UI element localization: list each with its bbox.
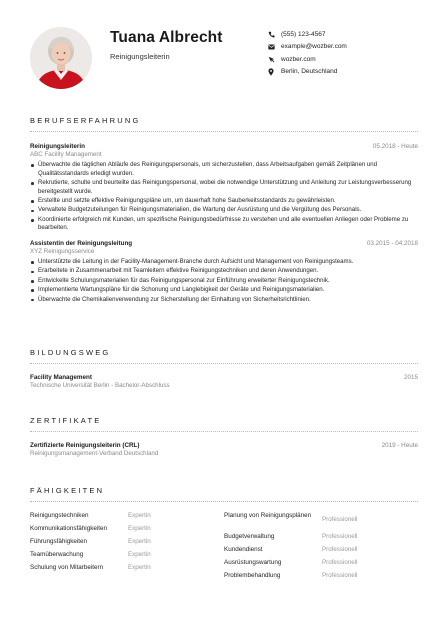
section-title: FÄHIGKEITEN <box>30 486 418 502</box>
skill-item <box>224 546 418 559</box>
phone-icon <box>268 31 280 38</box>
section-title: ZERTIFIKATE <box>30 416 418 432</box>
skill-item <box>30 512 224 525</box>
contact-location <box>268 66 428 79</box>
skills-column-left <box>30 512 224 585</box>
experience-entry <box>30 143 418 233</box>
section-title: BERUFSERFAHRUNG <box>30 116 418 132</box>
skill-level: Expertin <box>128 512 151 519</box>
skills-column-right <box>224 512 418 585</box>
entry-issuer: Reinigungsmanagement-Verband Deutschland <box>30 450 159 457</box>
education-section <box>30 348 418 389</box>
skills-grid <box>30 512 418 585</box>
list-item: Überwachte die täglichen Abläufe des Reinigungspersonals, um sicherzustellen, dass Arbeitsaufgaben gemäß Zeitplänen und Qualitätsstandards erledigt wurden. <box>30 161 418 178</box>
skill-name: Problembehandlung <box>224 572 281 579</box>
skill-item <box>30 525 224 538</box>
skill-item <box>224 533 418 546</box>
skill-level: Professionell <box>322 546 358 553</box>
skill-name: Kundendienst <box>224 546 263 553</box>
skill-item <box>224 572 418 585</box>
skill-level: Professionell <box>322 516 358 523</box>
skill-level: Professionell <box>322 559 358 566</box>
contact-phone <box>268 28 428 41</box>
website-text: wozber.com <box>281 55 316 63</box>
skill-item <box>224 559 418 572</box>
entry-role: Reinigungsleiterin <box>30 143 85 150</box>
list-item: Verwaltete Budgetzuteilungen für Reinigungsmaterialien, die Wartung der Ausrüstung und die Vergütung des Personals. <box>30 206 418 215</box>
list-item: Koordinierte erfolgreich mit Kunden, um spezifische Reinigungsbedürfnisse zu verstehen und alle eventuellen Anliegen oder Probleme zu bearbeiten. <box>30 216 418 233</box>
job-title: Reinigungsleiterin <box>110 52 170 61</box>
skill-level: Expertin <box>128 525 151 532</box>
list-item: Rekrutierte, schulte und beurteilte das Reinigungspersonal, wobei die notwendige Unterstützung und Anleitung zur Leistungsverbesserung bereitgestellt wurde. <box>30 179 418 196</box>
entry-date: 2015 <box>403 374 418 381</box>
full-name: Tuana Albrecht <box>110 29 223 46</box>
resume-header <box>30 24 426 94</box>
location-pin-icon <box>268 68 280 76</box>
email-text: example@wozber.com <box>281 43 347 51</box>
entry-company: ABC Facility Management <box>30 151 102 158</box>
entry-date: 05.2018 - Heute <box>372 143 418 150</box>
contact-list <box>268 28 428 78</box>
skill-name: Führungsfähigkeiten <box>30 538 88 545</box>
contact-website[interactable] <box>268 53 428 66</box>
entry-date: 2019 - Heute <box>381 442 418 449</box>
list-item: Implementierte Wartungspläne für die Schonung und Langlebigkeit der Geräte und Reinigungsmaterialien. <box>30 286 418 295</box>
location-text: Berlin, Deutschland <box>281 68 338 76</box>
skill-item <box>224 512 418 533</box>
skill-name: Schulung von Mitarbeitern <box>30 564 104 571</box>
skill-level: Professionell <box>322 572 358 579</box>
list-item: Unterstützte die Leitung in der Facility-Management-Branche durch Aufsicht und Management von Reinigungsteams. <box>30 258 418 267</box>
entry-company: XYZ Reinigungsservice <box>30 247 95 255</box>
skill-level: Professionell <box>322 533 358 540</box>
skill-name: Teamüberwachung <box>30 551 84 558</box>
skill-item <box>30 551 224 564</box>
entry-certificate: Zertifizierte Reinigungsleiterin (CRL) <box>30 442 140 449</box>
certificate-entry <box>30 442 418 457</box>
avatar <box>30 27 92 89</box>
skill-name: Budgetverwaltung <box>224 533 275 540</box>
skill-item <box>30 564 224 577</box>
entry-date: 03.2015 - 04.2018 <box>366 239 418 247</box>
certificates-section <box>30 416 418 457</box>
experience-section <box>30 116 418 305</box>
list-item: Erarbeitete in Zusammenarbeit mit Teamleitern effektive Reinigungstechniken und deren Anwendungen. <box>30 267 418 276</box>
contact-email[interactable] <box>268 41 428 54</box>
email-icon <box>268 44 280 50</box>
entry-institution: Technische Universität Berlin - Bachelor-Abschluss <box>30 382 170 389</box>
education-entry <box>30 374 418 389</box>
experience-entry <box>30 240 418 304</box>
link-icon <box>268 56 280 63</box>
skill-name: Planung von Reinigungsplänen <box>224 512 312 519</box>
section-title: BILDUNGSWEG <box>30 348 418 364</box>
skill-level: Expertin <box>128 551 151 558</box>
bullet-list <box>30 258 418 304</box>
skill-name: Ausrüstungswartung <box>224 559 282 566</box>
entry-degree: Facility Management <box>30 374 92 381</box>
phone-text: (555) 123-4567 <box>281 30 326 38</box>
skill-name: Kommunikationsfähigkeiten <box>30 525 108 532</box>
skill-level: Expertin <box>128 564 151 571</box>
skill-name: Reinigungstechniken <box>30 512 89 519</box>
bullet-list <box>30 161 418 233</box>
list-item: Überwachte die Chemikalienverwendung zur Sicherstellung der Einhaltung von Sicherheitsrichtlinien. <box>30 296 418 305</box>
entry-role: Assistentin der Reinigungsleitung <box>30 239 133 247</box>
list-item: Erstellte und setzte effektive Reinigungspläne um, um dauerhaft hohe Sauberkeitsstandards zu gewährleisten. <box>30 197 418 206</box>
skill-item <box>30 538 224 551</box>
skills-section <box>30 486 418 585</box>
list-item: Entwickelte Schulungsmaterialien für das Reinigungspersonal zur Einführung erweiterter Reinigungstechnik. <box>30 277 418 286</box>
skill-level: Expertin <box>128 538 151 545</box>
